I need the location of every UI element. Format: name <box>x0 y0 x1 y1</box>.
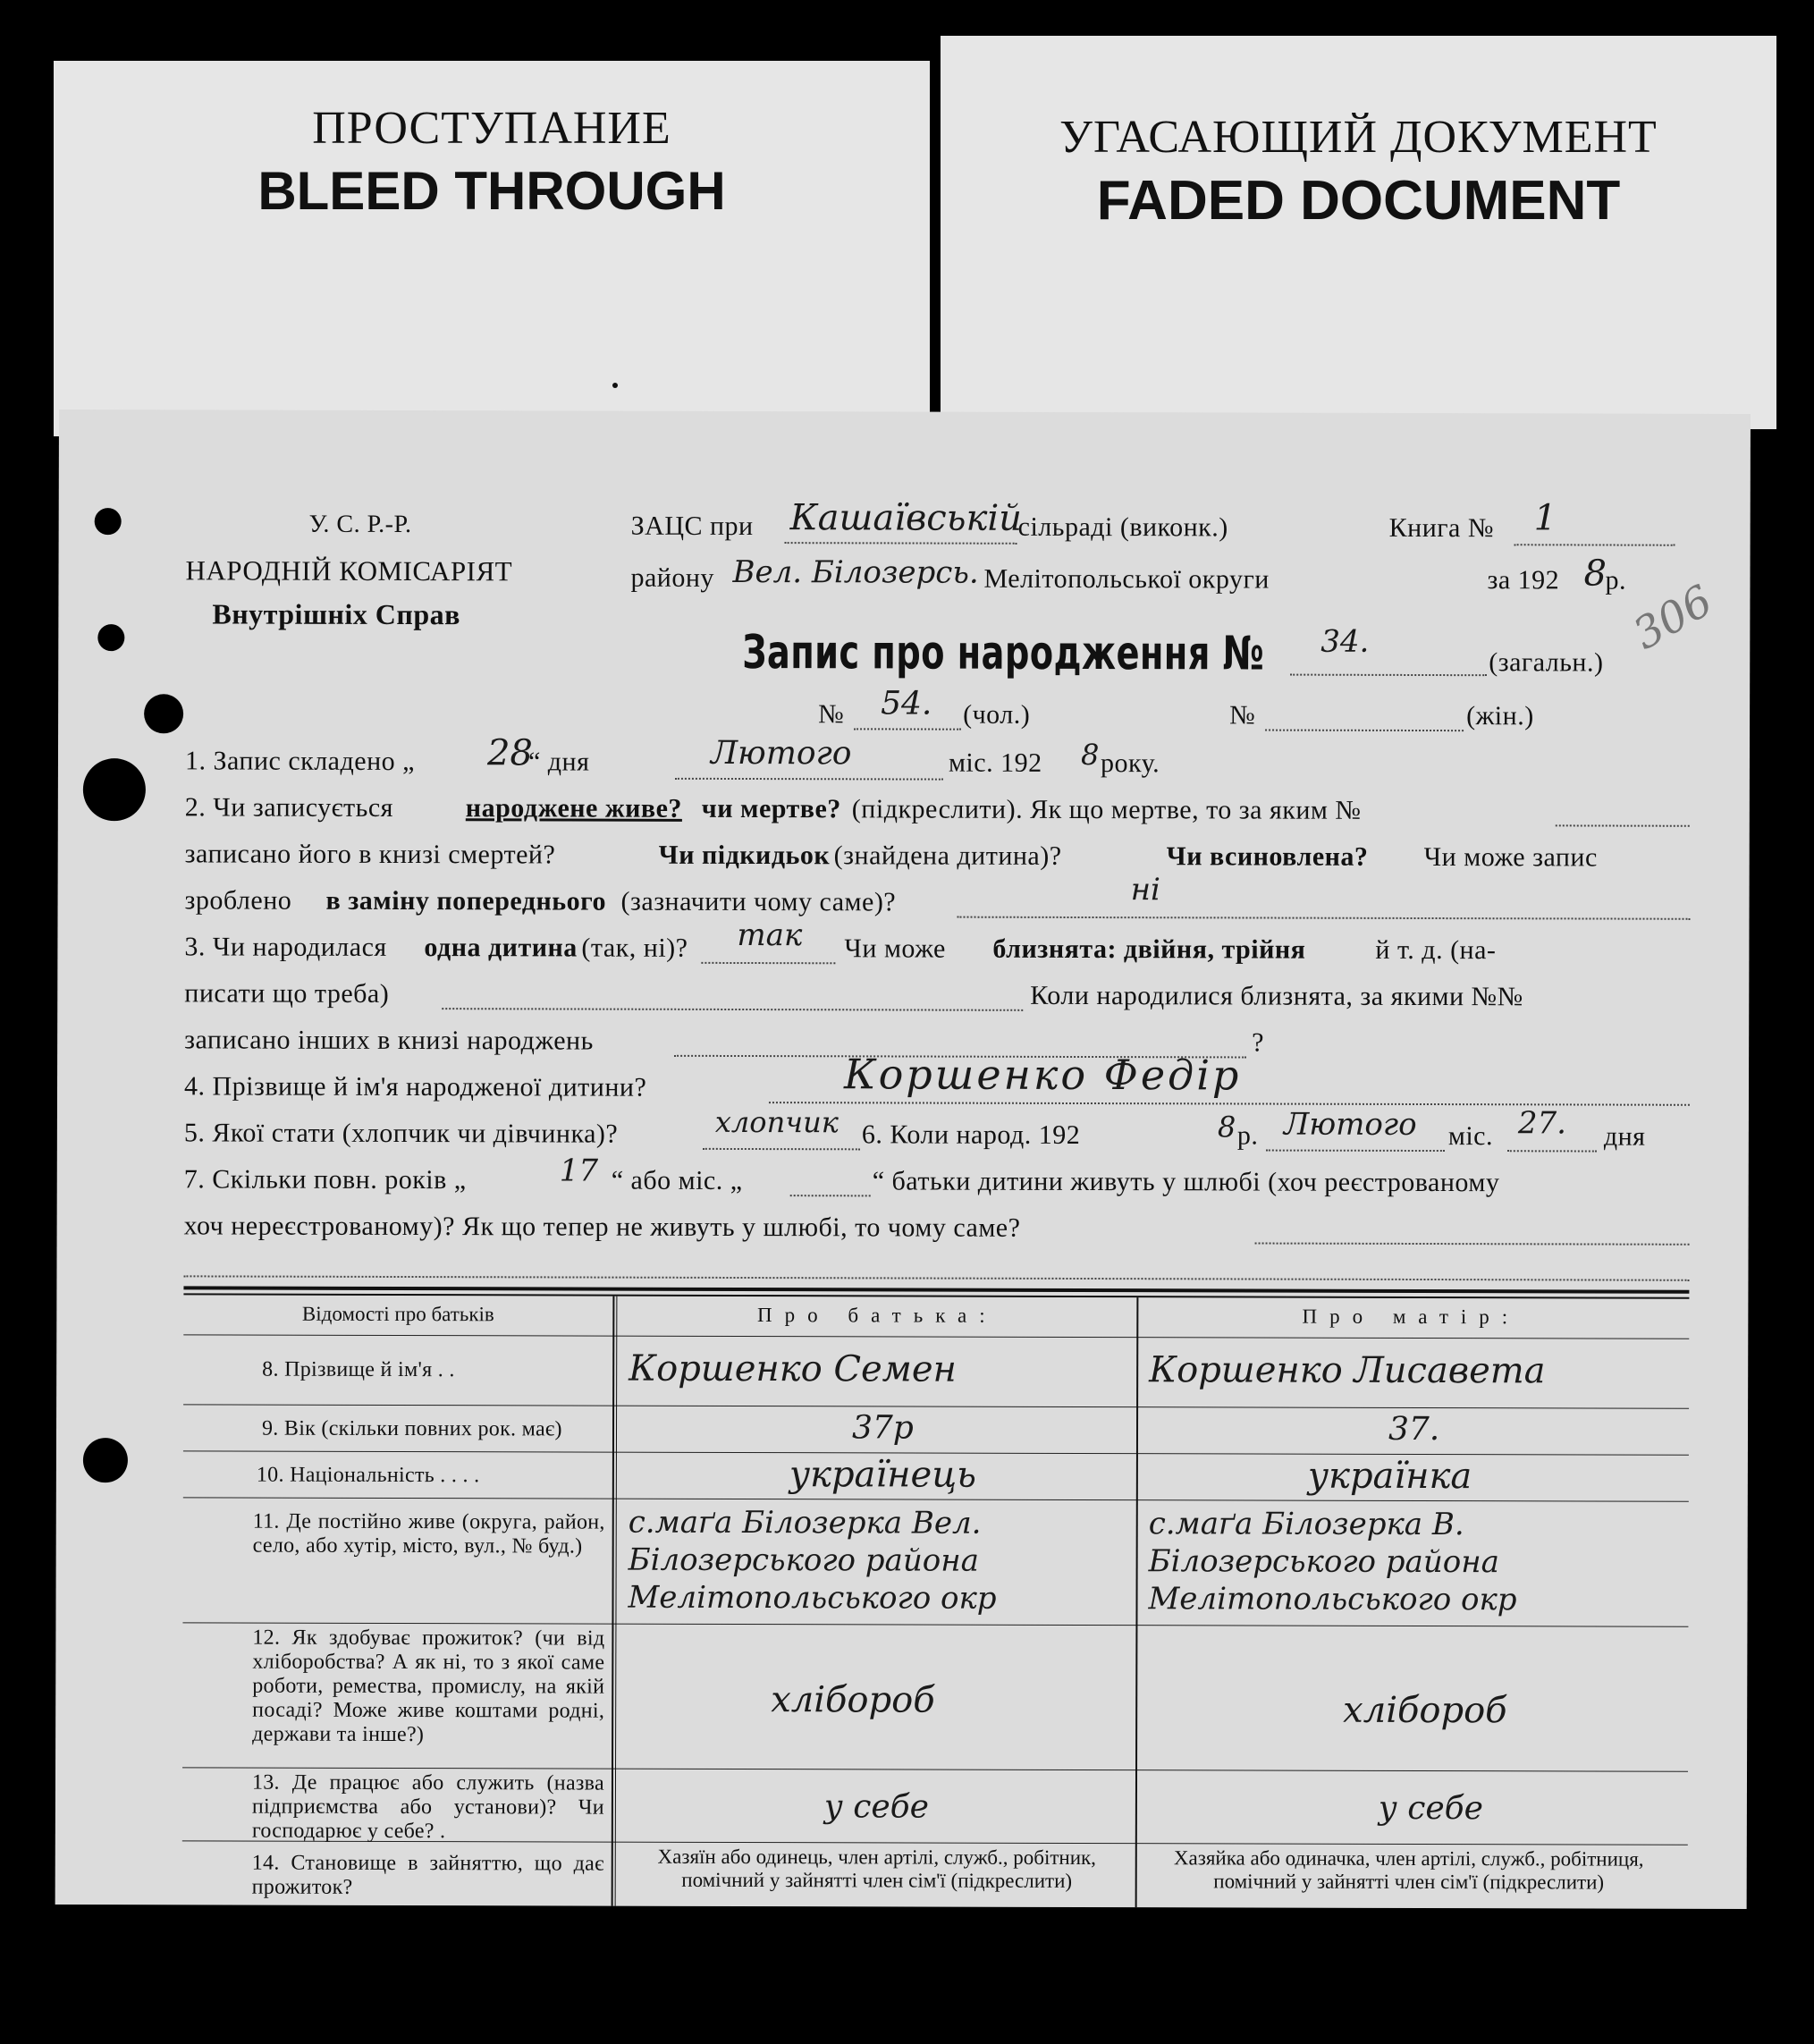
year-suffix: р. <box>1605 565 1627 595</box>
q1-year-value: 8 <box>1080 737 1100 773</box>
faded-document-ru: УГАСАЮЩИЙ ДОКУМЕНТ <box>1059 112 1658 163</box>
mother-employment-status: Хазяйка або одиначка, член артілі, служб., робітниця, помічний у зайнятті член сім'ї (підкреслити) <box>1173 1846 1644 1894</box>
record-title: Запис про народження № <box>742 626 1265 681</box>
q6-label-a: 6. Коли народ. 192 <box>861 1119 1081 1150</box>
q6-year-value: 8 <box>1217 1110 1236 1144</box>
father-employment-status: Хазяїн або одинець, член артілі, служб., робітник, помічний у зайнятті член сім'ї (підкреслити) <box>657 1845 1096 1892</box>
pencil-page-number: 306 <box>1624 575 1721 660</box>
punch-hole <box>83 1438 128 1482</box>
q3-twins: близнята: двійня, трійня <box>992 933 1306 965</box>
internal-affairs-header: Внутрішніх Справ <box>212 597 460 631</box>
father-nationality-value: українець <box>789 1454 976 1496</box>
punch-hole <box>144 694 183 733</box>
male-number-label: № <box>818 699 845 730</box>
general-suffix: (загальн.) <box>1489 647 1604 678</box>
male-number-value: 54. <box>881 685 932 722</box>
row-label-residence: 11. Де постійно живе (округа, район, село, або хутір, місто, вул., № буд.) <box>252 1509 605 1558</box>
q2-replacement-value: ні <box>1130 872 1160 908</box>
zags-suffix: сільраді (виконк.) <box>1017 511 1228 543</box>
female-number-label: № <box>1229 700 1256 731</box>
punch-hole <box>83 758 146 821</box>
bleed-through-ru: ПРОСТУПАНИЕ <box>312 103 671 154</box>
q4-label: 4. Прізвище й ім'я народженої дитини? <box>183 1071 647 1102</box>
q3-label-d: й т. д. (на- <box>1375 934 1497 966</box>
commissariat-header: НАРОДНІЙ КОМІСАРІЯТ <box>185 554 513 587</box>
general-number-value: 34. <box>1320 623 1370 660</box>
mother-nationality-value: українка <box>1307 1455 1472 1498</box>
ussr-header: У. С. Р.-Р. <box>308 510 412 539</box>
q2-replacement: в заміну попереднього <box>325 885 607 916</box>
col-header-info: Відомості про батьків <box>301 1302 494 1326</box>
q3-label-h: ? <box>1252 1027 1265 1058</box>
q3-one-child-value: так <box>737 916 803 954</box>
father-workplace-value: у себе <box>823 1788 930 1826</box>
district-suffix: Мелітопольської округи <box>983 563 1270 595</box>
q2-label-g: (зазначити чому саме)? <box>620 886 897 917</box>
father-residence-value: с.маґа Білозерка Вел. Білозерського района Мелітопольського окр <box>628 1504 997 1617</box>
q6-label-b: р. <box>1236 1120 1259 1151</box>
row-label-employment-status: 14. Становище в зайняттю, що дає прожиток? <box>251 1851 604 1899</box>
q1-label-a: 1. Запис складено „ <box>184 746 416 777</box>
q5-label: 5. Якої стати (хлопчик чи дівчинка)? <box>183 1118 619 1149</box>
mother-livelihood-value: хлібороб <box>1343 1689 1507 1732</box>
district-prefix: району <box>630 562 714 593</box>
q2-adopted: Чи всиновлена? <box>1166 841 1369 872</box>
zags-village-value: Кашаївській <box>789 497 1022 539</box>
q6-month-value: Лютого <box>1283 1106 1417 1143</box>
q2-label-c: записано його в книзі смертей? <box>184 839 556 870</box>
father-age-value: 37р <box>851 1409 914 1447</box>
col-header-mother: Про матір: <box>1302 1305 1521 1329</box>
row-label-nationality: 10. Національність . . . . <box>256 1463 480 1488</box>
mother-name-value: Коршенко Лисавета <box>1149 1349 1546 1392</box>
q3-label-b: (так, ні)? <box>581 933 688 963</box>
q6-day-value: 27. <box>1517 1105 1567 1142</box>
q3-one-child: одна дитина <box>424 933 578 963</box>
row-label-age: 9. Вік (скільки повних рок. має) <box>261 1416 562 1441</box>
q3-label-g: записано інших в книзі народжень <box>184 1025 594 1056</box>
q3-label-f: Коли народилися близнята, за якими №№ <box>1030 980 1523 1012</box>
q2-foundling: Чи підкидьок <box>658 840 831 871</box>
father-name-value: Коршенко Семен <box>629 1347 957 1390</box>
year-value: 8 <box>1583 553 1607 595</box>
q1-day-value: 28 <box>486 732 533 774</box>
row-label-workplace: 13. Де працює або служить (назва підприємства або установи)? Чи господарює у себе? . <box>251 1770 605 1844</box>
q6-label-c: міс. <box>1447 1121 1494 1152</box>
q1-label-c: міс. 192 <box>948 747 1042 778</box>
birth-record-sheet <box>55 410 1751 1909</box>
q7-label-a: 7. Скільки повн. років „ <box>183 1164 467 1195</box>
q1-label-b: “ дня <box>527 747 590 777</box>
punch-hole <box>97 624 124 651</box>
faded-document-card <box>941 36 1776 429</box>
punch-hole <box>95 508 122 535</box>
mother-residence-value: с.маґа Білозерка В. Білозерського района Мелітопольського окр <box>1148 1506 1517 1618</box>
q7-label-c: “ батьки дитини живуть у шлюбі (хоч реєстрованому <box>872 1166 1500 1198</box>
year-label: за 192 <box>1487 565 1560 595</box>
female-suffix: (жін.) <box>1466 701 1534 731</box>
card-dot <box>612 383 618 388</box>
father-livelihood-value: хлібороб <box>771 1679 935 1721</box>
mother-age-value: 37. <box>1388 1410 1440 1449</box>
row-label-livelihood: 12. Як здобуває прожиток? (чи від хліборобства? А як ні, то з якої саме роботи, ремества, промислу, на якій посаді? Може живе коштами родні, держави та інше?) <box>252 1626 605 1747</box>
q1-month-value: Лютого <box>710 734 852 773</box>
book-number-value: 1 <box>1533 497 1557 539</box>
mother-workplace-value: у себе <box>1378 1789 1484 1828</box>
q4-child-name-value: Коршенко Федір <box>843 1050 1242 1100</box>
q3-label-c: Чи може <box>844 933 946 964</box>
q2-label-a: 2. Чи записується <box>184 792 394 823</box>
q3-label-e: писати що треба) <box>184 978 390 1009</box>
col-header-father: Про батька: <box>756 1304 998 1327</box>
bleed-through-en: BLEED THROUGH <box>257 161 726 221</box>
row-label-name: 8. Прізвище й ім'я . . <box>262 1357 455 1382</box>
q7-label-d: хоч нереєстрованому)? Як що тепер не живуть у шлюбі, то чому саме? <box>183 1211 1021 1243</box>
q2-label-d: (знайдена дитина)? <box>833 840 1062 871</box>
q2-label-b: (підкреслити). Як що мертве, то за яким № <box>851 794 1362 825</box>
faded-document-en: FADED DOCUMENT <box>1096 170 1621 232</box>
q5-sex-value: хлопчик <box>714 1104 839 1140</box>
district-value: Вел. Білозерсь. <box>732 553 979 591</box>
q6-label-d: дня <box>1603 1121 1646 1152</box>
bleed-through-card <box>54 61 930 436</box>
q2-alive-option: народжене живе? <box>465 793 682 824</box>
q2-dead-option: чи мертве? <box>701 793 841 824</box>
book-label: Книга № <box>1388 512 1495 544</box>
q2-label-e: Чи може запис <box>1423 841 1598 873</box>
q7-label-b: “ або міс. „ <box>611 1165 743 1196</box>
zags-prefix: ЗАЦС при <box>630 511 754 542</box>
q2-label-f: зроблено <box>184 885 292 916</box>
q1-label-d: року. <box>1100 748 1160 779</box>
q3-label-a: 3. Чи народилася <box>184 932 387 962</box>
male-suffix: (чол.) <box>963 699 1031 730</box>
q7-years-value: 17 <box>559 1153 599 1189</box>
